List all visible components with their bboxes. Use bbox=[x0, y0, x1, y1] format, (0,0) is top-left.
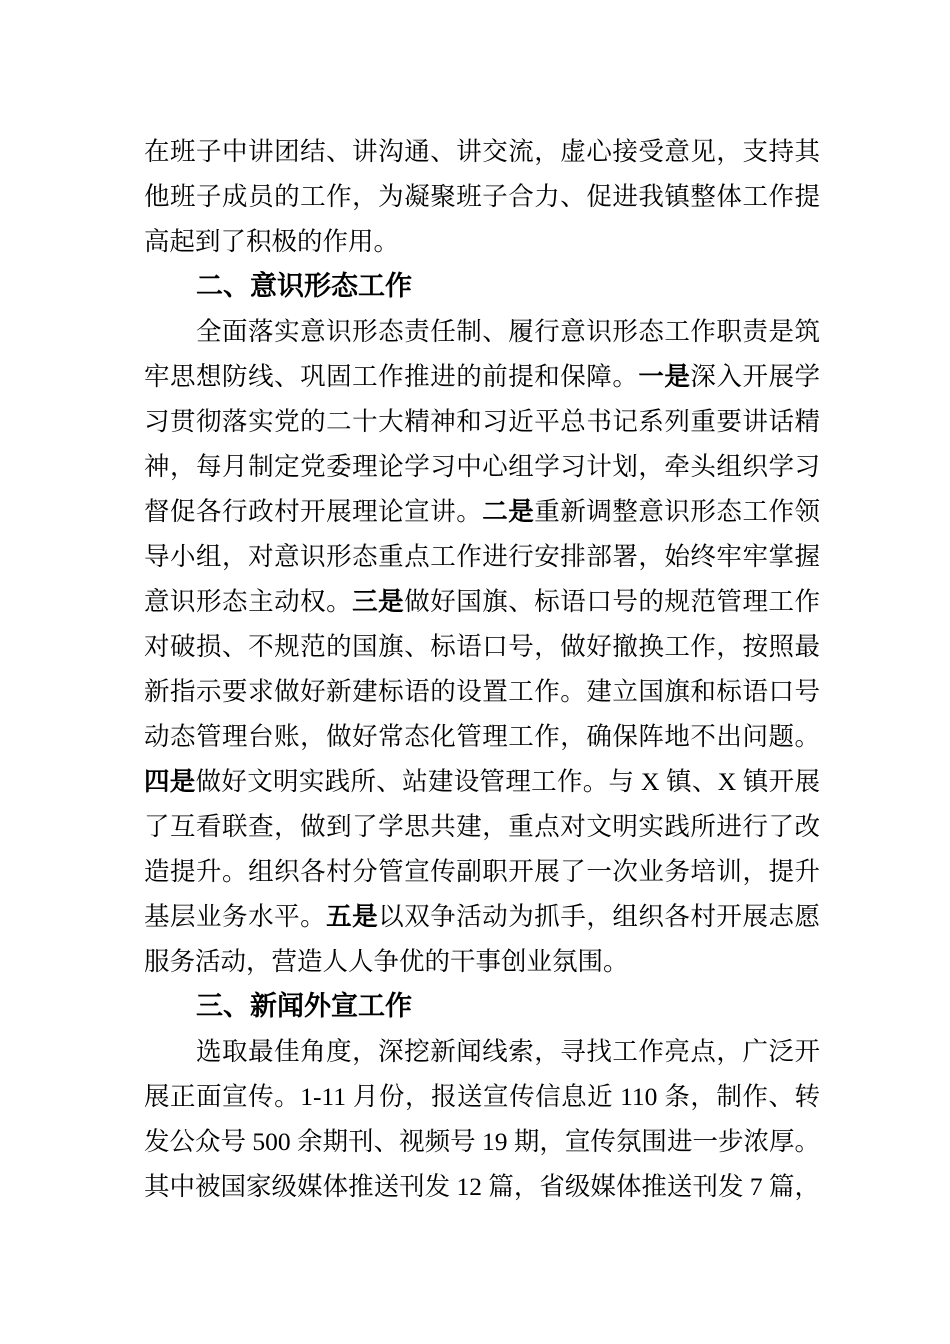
text-line bbox=[144, 624, 820, 669]
text-segment: 神，每月制定党委理论学习中心组学习计划，牵头组织学习 bbox=[144, 452, 820, 481]
text-segment: 重新调整意识形态工作领 bbox=[534, 497, 820, 526]
text-segment: 动态管理台账，做好常态化管理工作，确保阵地不出问题。 bbox=[144, 722, 820, 751]
text-segment: 造提升。组织各村分管宣传副职开展了一次业务培训，提升 bbox=[144, 857, 820, 886]
text-segment: 展正面宣传。1-11 月份，报送宣传信息近 110 条，制作、转 bbox=[144, 1082, 820, 1111]
text-segment: 牢思想防线、巩固工作推进的前提和保障。 bbox=[144, 362, 639, 391]
text-segment: 基层业务水平。 bbox=[144, 902, 327, 931]
text-segment: 选取最佳角度，深挖新闻线索，寻找工作亮点，广泛开 bbox=[196, 1037, 820, 1066]
text-segment: 习贯彻落实党的二十大精神和习近平总书记系列重要讲话精 bbox=[144, 407, 820, 436]
text-line bbox=[144, 399, 820, 444]
text-segment: 以双争活动为抓手，组织各村开展志愿 bbox=[378, 902, 820, 931]
text-line bbox=[144, 894, 820, 939]
text-segment: 其中被国家级媒体推送刊发 12 篇，省级媒体推送刊发 7 篇， bbox=[144, 1172, 820, 1201]
text-segment: 他班子成员的工作，为凝聚班子合力、促进我镇整体工作提 bbox=[144, 182, 820, 211]
text-segment: 在班子中讲团结、讲沟通、讲交流，虚心接受意见，支持其 bbox=[144, 137, 820, 166]
text-segment: 新指示要求做好新建标语的设置工作。建立国旗和标语口号 bbox=[144, 677, 820, 706]
text-line bbox=[144, 579, 820, 624]
text-line bbox=[144, 534, 820, 579]
text-line bbox=[144, 939, 820, 984]
text-segment: 导小组，对意识形态重点工作进行安排部署，始终牢牢掌握 bbox=[144, 542, 820, 571]
text-segment: 意识形态主动权。 bbox=[144, 587, 353, 616]
text-line bbox=[144, 1119, 820, 1164]
text-segment: 做好文明实践所、站建设管理工作。与 X 镇、X 镇开展 bbox=[195, 767, 820, 796]
text-line bbox=[144, 759, 820, 804]
text-segment: 高起到了积极的作用。 bbox=[144, 227, 400, 256]
text-segment: 三是 bbox=[352, 587, 405, 616]
section-heading bbox=[144, 984, 820, 1029]
text-line bbox=[144, 129, 820, 174]
text-line bbox=[144, 219, 820, 264]
text-line bbox=[144, 1164, 820, 1209]
text-block bbox=[144, 129, 820, 1209]
text-line bbox=[144, 309, 820, 354]
text-segment: 服务活动，营造人人争优的干事创业氛围。 bbox=[144, 947, 629, 976]
text-segment: 三、新闻外宣工作 bbox=[196, 991, 412, 1021]
text-segment: 一是 bbox=[638, 362, 691, 391]
text-line bbox=[144, 804, 820, 849]
text-segment: 做好国旗、标语口号的规范管理工作 bbox=[404, 587, 820, 616]
text-segment: 五是 bbox=[326, 902, 379, 931]
text-segment: 二是 bbox=[482, 497, 535, 526]
text-segment: 四是 bbox=[144, 767, 196, 796]
text-segment: 发公众号 500 余期刊、视频号 19 期，宣传氛围进一步浓厚。 bbox=[144, 1127, 820, 1156]
text-line bbox=[144, 444, 820, 489]
text-line bbox=[144, 1029, 820, 1074]
section-heading bbox=[144, 264, 820, 309]
text-line bbox=[144, 174, 820, 219]
text-line bbox=[144, 669, 820, 714]
text-segment: 二、意识形态工作 bbox=[196, 271, 412, 301]
text-line bbox=[144, 354, 820, 399]
text-line bbox=[144, 1074, 820, 1119]
text-segment: 了互看联查，做到了学思共建，重点对文明实践所进行了改 bbox=[144, 812, 820, 841]
text-segment: 深入开展学 bbox=[690, 362, 820, 391]
text-line bbox=[144, 714, 820, 759]
text-segment: 督促各行政村开展理论宣讲。 bbox=[144, 497, 483, 526]
text-segment: 全面落实意识形态责任制、履行意识形态工作职责是筑 bbox=[196, 317, 820, 346]
text-line bbox=[144, 489, 820, 534]
text-line bbox=[144, 849, 820, 894]
text-segment: 对破损、不规范的国旗、标语口号，做好撤换工作，按照最 bbox=[144, 632, 820, 661]
